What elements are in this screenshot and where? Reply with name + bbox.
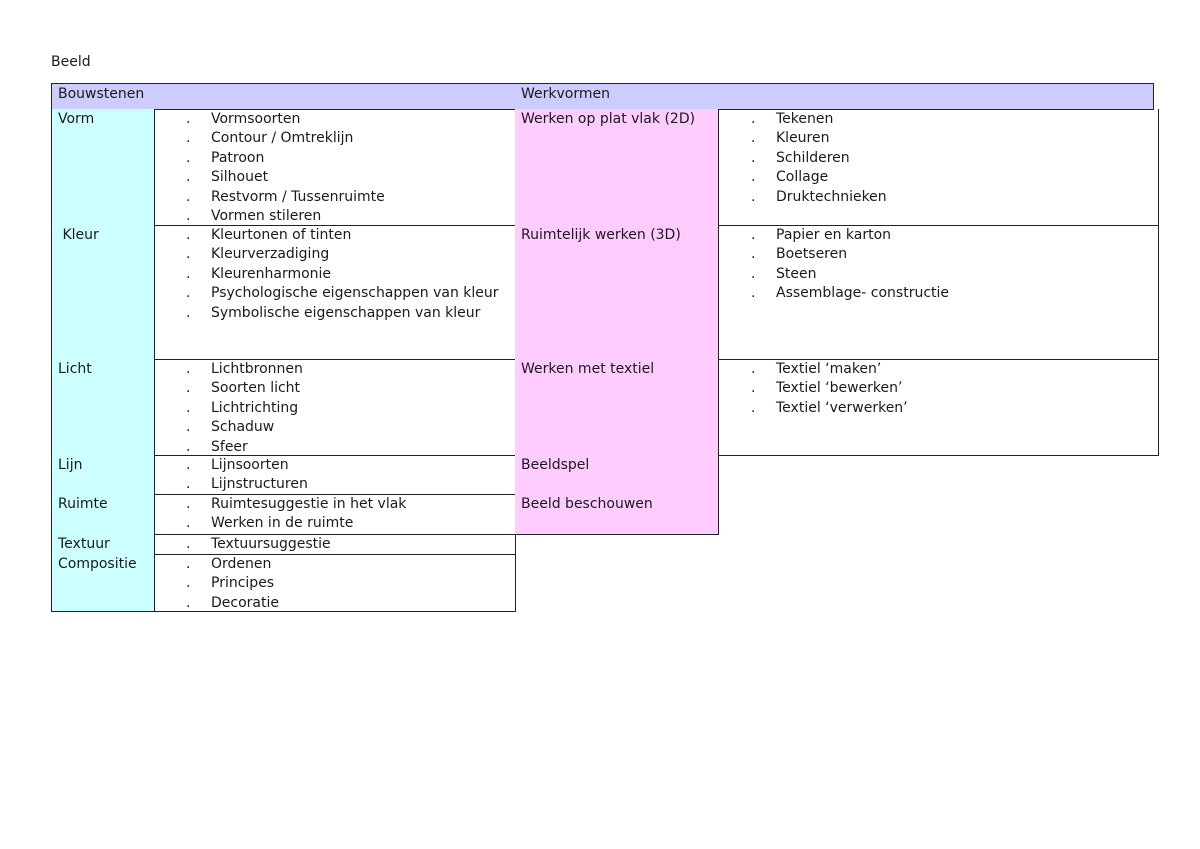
list-item: . Boetseren xyxy=(724,245,1152,264)
header-werkvormen: Werkvormen xyxy=(515,83,1154,110)
list-item: . Sfeer xyxy=(160,438,509,456)
werkvorm-ruimtelijk: Ruimtelijk werken (3D) xyxy=(515,225,719,360)
list-item: . Contour / Omtreklijn xyxy=(160,129,509,148)
category-vorm: Vorm xyxy=(51,109,155,226)
list-item: . Papier en karton xyxy=(724,226,1152,245)
list-item: . Schilderen xyxy=(724,149,1152,168)
werkvorm-beeld-beschouwen: Beeld beschouwen xyxy=(515,494,719,535)
list-item: . Textiel ‘verwerken’ xyxy=(724,399,1152,418)
items-textiel xyxy=(718,359,1159,456)
category-lijn: Lijn xyxy=(51,455,155,495)
list-item: . Patroon xyxy=(160,149,509,168)
list-item: . Kleuren xyxy=(724,129,1152,148)
list-item: . Restvorm / Tussenruimte xyxy=(160,188,509,207)
list-item: . Collage xyxy=(724,168,1152,187)
werkvorm-beeldspel: Beeldspel xyxy=(515,455,719,495)
list-item: . Assemblage- constructie xyxy=(724,284,1152,303)
list-item: . Lijnsoorten xyxy=(160,456,509,475)
list-item: . Kleurverzadiging xyxy=(160,245,509,264)
category-kleur: Kleur xyxy=(51,225,155,360)
list-item: . Vormsoorten xyxy=(160,110,509,129)
items-lijn xyxy=(154,455,516,495)
list-item: . Kleurtonen of tinten xyxy=(160,226,509,245)
list-item: . Lichtrichting xyxy=(160,399,509,418)
items-compositie xyxy=(154,554,516,612)
list-item: . Ordenen xyxy=(160,555,509,574)
page-title: Beeld xyxy=(51,54,91,70)
items-ruimte xyxy=(154,494,516,535)
list-item: . Ruimtesuggestie in het vlak xyxy=(160,495,509,514)
list-item: . Silhouet xyxy=(160,168,509,187)
list-item: . Lichtbronnen xyxy=(160,360,509,379)
items-ruimtelijk xyxy=(718,225,1159,360)
werkvorm-textiel: Werken met textiel xyxy=(515,359,719,456)
list-item: . Werken in de ruimte xyxy=(160,514,509,533)
list-item: . Steen xyxy=(724,265,1152,284)
list-item: . Psychologische eigenschappen van kleur xyxy=(160,284,509,303)
list-item: . Schaduw xyxy=(160,418,509,437)
items-kleur xyxy=(154,225,516,360)
header-bouwstenen: Bouwstenen xyxy=(51,83,516,110)
list-item: . Textuursuggestie xyxy=(160,535,509,554)
list-item: . Kleurenharmonie xyxy=(160,265,509,284)
items-plat-vlak xyxy=(718,109,1159,226)
list-item: . Druktechnieken xyxy=(724,188,1152,207)
category-compositie: Compositie xyxy=(51,554,155,612)
werkvorm-plat-vlak: Werken op plat vlak (2D) xyxy=(515,109,719,226)
list-item: . Soorten licht xyxy=(160,379,509,398)
items-vorm xyxy=(154,109,516,226)
list-item: . Lijnstructuren xyxy=(160,475,509,494)
category-licht: Licht xyxy=(51,359,155,456)
list-item: . Decoratie xyxy=(160,594,509,612)
list-item: . Textiel ‘maken’ xyxy=(724,360,1152,379)
list-item: . Tekenen xyxy=(724,110,1152,129)
category-ruimte: Ruimte xyxy=(51,494,155,535)
list-item: . Principes xyxy=(160,574,509,593)
category-textuur: Textuur xyxy=(51,534,155,555)
items-textuur xyxy=(154,534,516,555)
items-licht xyxy=(154,359,516,456)
list-item: . Textiel ‘bewerken’ xyxy=(724,379,1152,398)
list-item: . Symbolische eigenschappen van kleur xyxy=(160,304,509,323)
list-item: . Vormen stileren xyxy=(160,207,509,226)
